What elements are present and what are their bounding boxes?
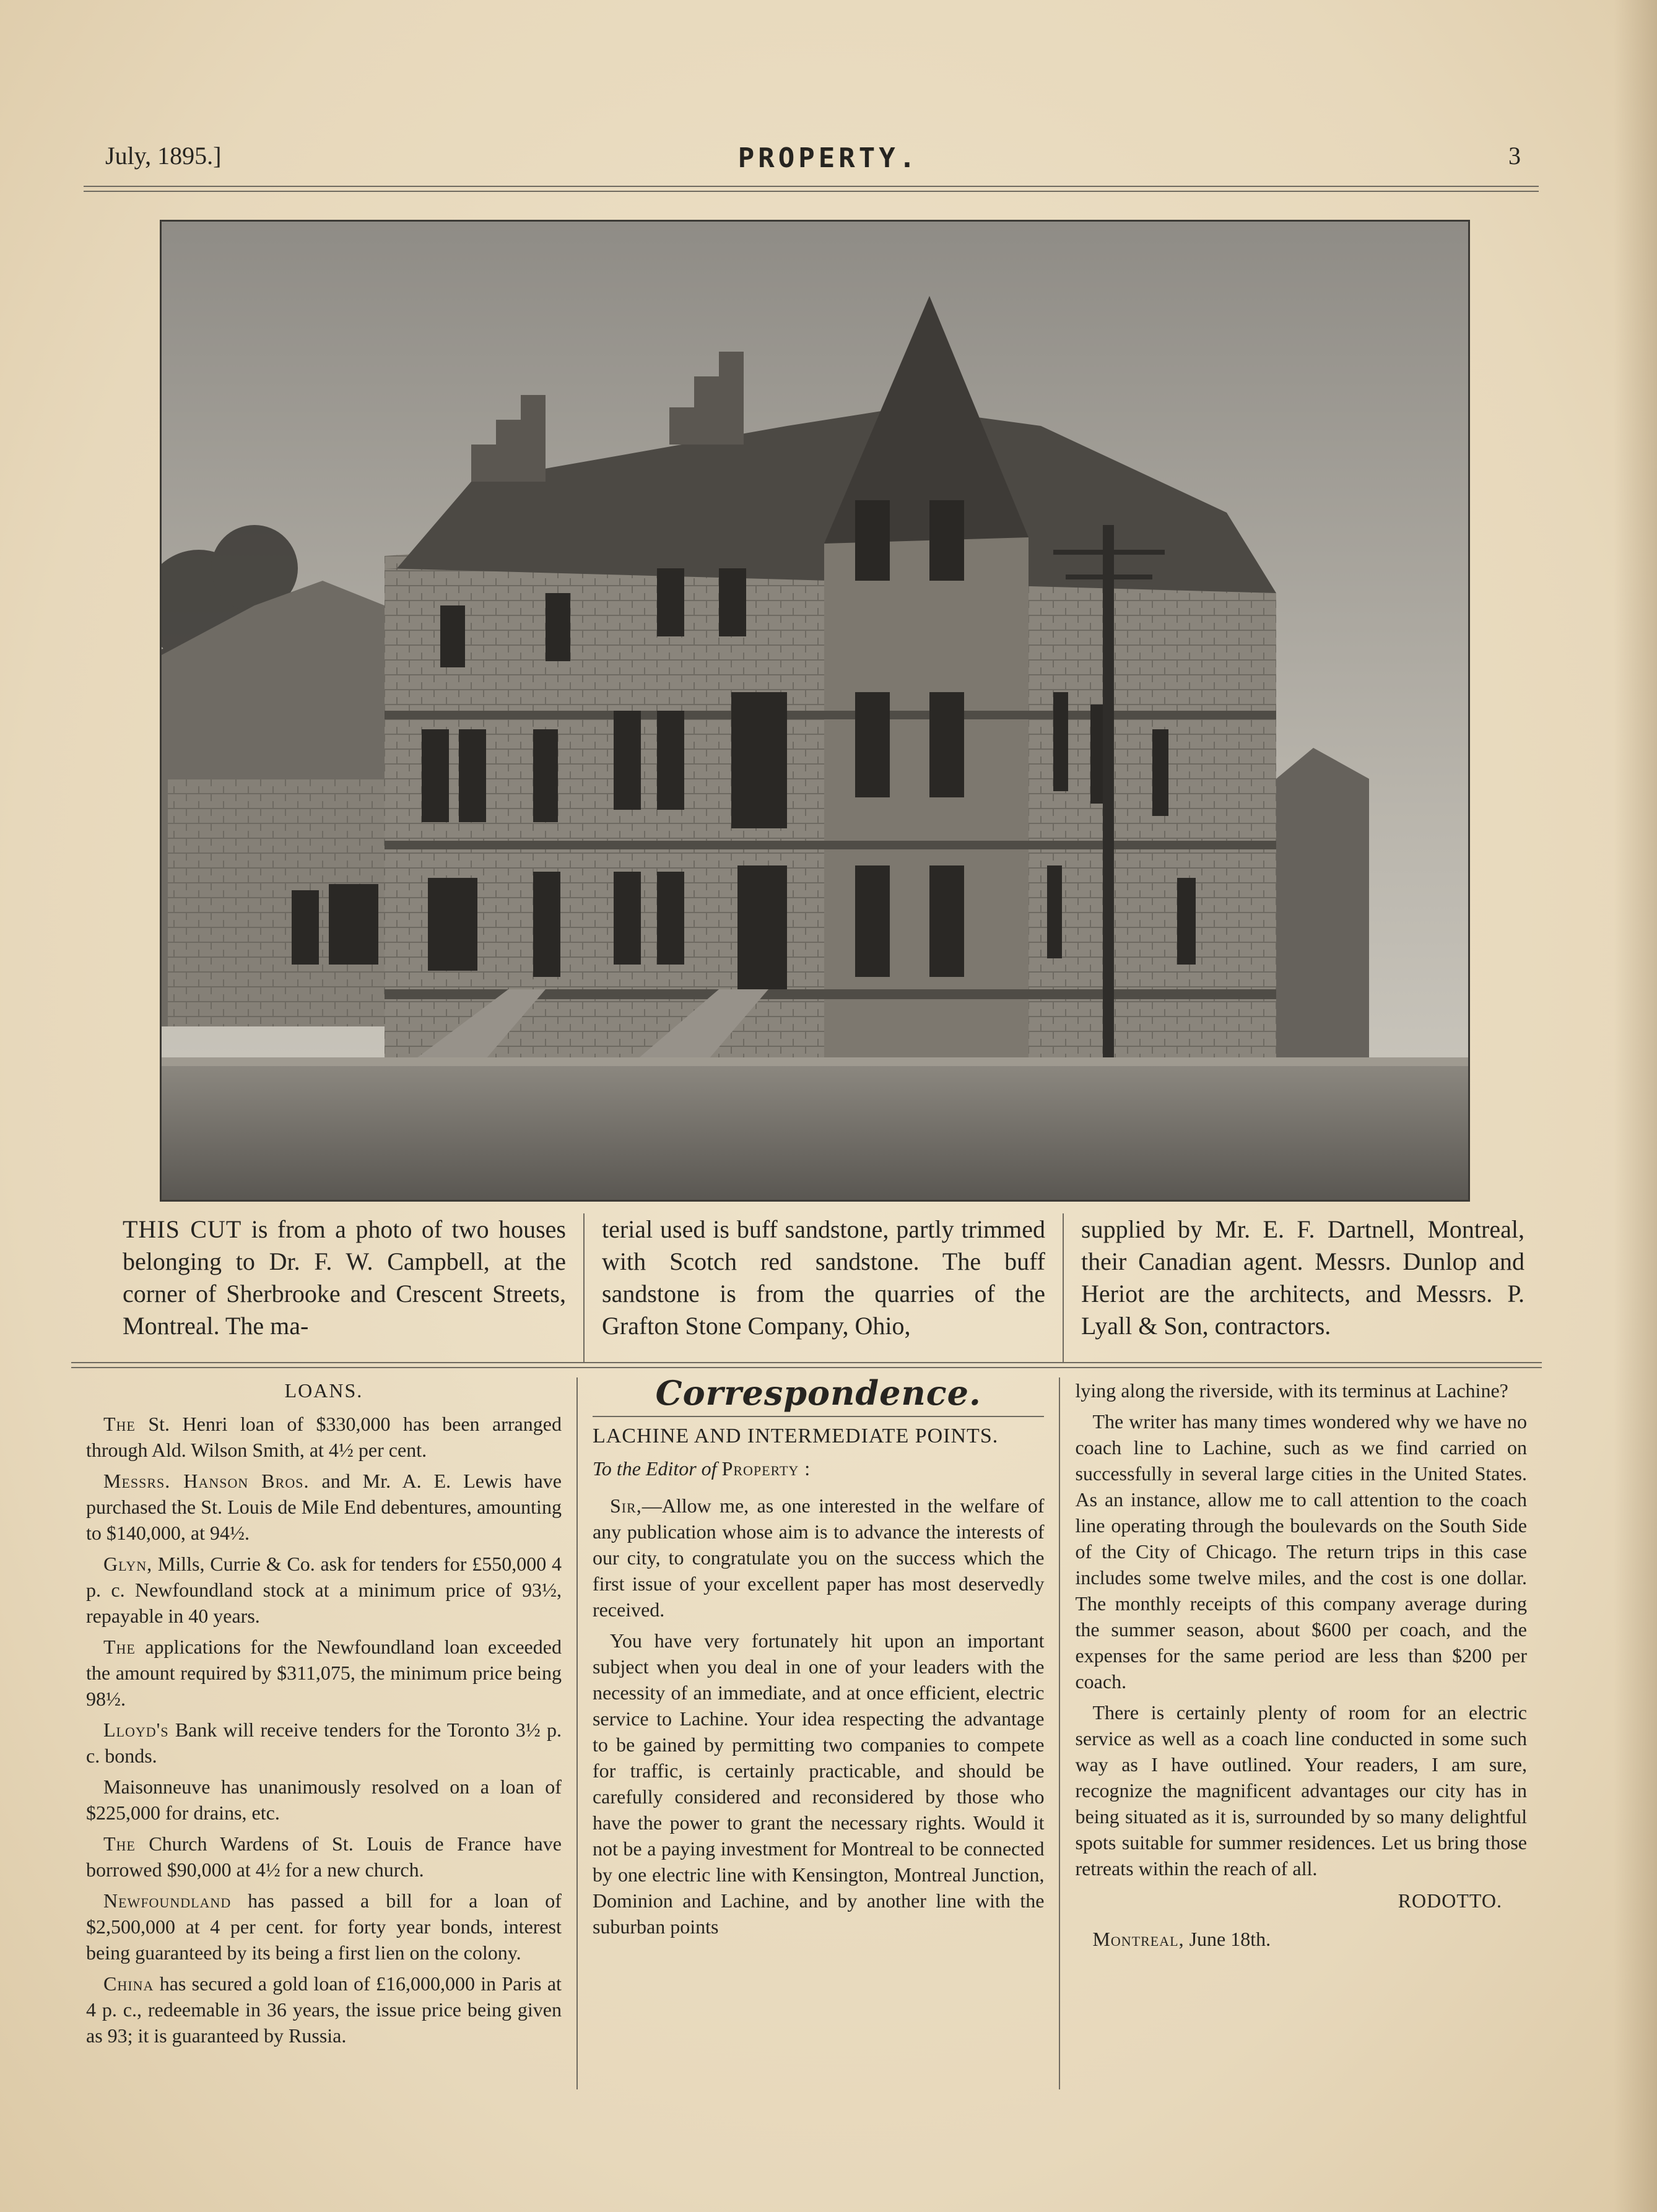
loan-item: Glyn, Mills, Currie & Co. ask for tenders for £550,000 4 p. c. Newfoundland stock at a minimum price of 93½, repayable in 40 years.	[86, 1553, 562, 1627]
title-rule	[593, 1416, 1045, 1417]
loan-item: Maisonneuve has unanimously resolved on a loan of $225,000 for drains, etc.	[86, 1776, 562, 1824]
letter-paragraph: lying along the riverside, with its terminus at Lachine?	[1075, 1379, 1508, 1402]
salutation: To the Editor of Property :	[592, 1457, 811, 1480]
caption-column-3	[1064, 1213, 1542, 1362]
issue-date: July, 1895.]	[105, 142, 222, 170]
letter-paragraph: You have very fortunately hit upon an important subject when you deal in one of your leaders with the necessity of an immediate, and at once efficient, electric service to Lachine. Your idea respecting the advantage to be gained by permitting two companies to compete for traffic, is certainly practicable, and should be carefully considered and reconsidered by those who have the power to grant the necessary rights. Would it not be a paying investment for Montreal to be connected by one electric line with Kensington, Montreal Junction, Dominion and Lachine, and by another line with the suburban points	[592, 1629, 1045, 1938]
loan-item: Newfoundland has passed a bill for a loan of $2,500,000 at 4 per cent. for forty year bonds, interest being guaranteed by its being a first lien on the colony.	[86, 1889, 562, 1964]
loan-item: The Church Wardens of St. Louis de France have borrowed $90,000 at 4½ for a new church.	[86, 1832, 562, 1881]
letter-paragraph: There is certainly plenty of room for an electric service as well as a coach line conducted in some such way as I have outlined. Your readers, I am sure, recognize the magnificent advantages our city has in being situated as it is, surrounded by so many delightful spots suitable for summer residences. Let us bring those retreats within the reach of all.	[1075, 1701, 1527, 1880]
building-photograph	[160, 220, 1470, 1202]
caption-column-1	[105, 1213, 583, 1362]
loan-item: Lloyd's Bank will receive tenders for the Toronto 3½ p. c. bonds.	[86, 1719, 562, 1767]
caption-rule	[71, 1362, 1542, 1368]
caption-text-3: supplied by Mr. E. F. Dartnell, Montreal, their Canadian agent. Messrs. Dunlop and Heriot are the architects, and Messrs. P. Lyall & Son, contractors.	[1081, 1215, 1524, 1340]
continuation-column	[1060, 1377, 1542, 2089]
loans-column	[71, 1377, 576, 2089]
loan-item: The applications for the Newfoundland loan exceeded the amount required by $311,075, the minimum price being 98½.	[86, 1636, 562, 1710]
body-columns	[71, 1373, 1542, 2089]
caption-column-2	[583, 1213, 1064, 1362]
letter-signature: RODOTTO.	[1398, 1889, 1502, 1912]
article-heading: LACHINE AND INTERMEDIATE POINTS.	[592, 1425, 999, 1447]
photo-caption	[105, 1213, 1542, 1362]
caption-lead: THIS CUT	[123, 1215, 242, 1243]
caption-text-1: is from a photo of two houses belonging to Dr. F. W. Campbell, at the corner of Sherbrooke and Crescent Streets, Montreal. The ma-	[123, 1215, 566, 1340]
loan-item: The St. Henri loan of $330,000 has been arranged through Ald. Wilson Smith, at 4½ per cent.	[86, 1413, 562, 1461]
loan-item: Messrs. Hanson Bros. and Mr. A. E. Lewis have purchased the St. Louis de Mile End debentures, amounting to $140,000, at 94½.	[86, 1470, 562, 1544]
caption-text-2: terial used is buff sandstone, partly trimmed with Scotch red sandstone. The buff sandstone is from the quarries of the Grafton Stone Company, Ohio,	[602, 1215, 1045, 1340]
publication-title: PROPERTY.	[737, 142, 920, 174]
letter-paragraph: Sir,—Allow me, as one interested in the welfare of any publication whose aim is to advance the interests of our city, to congratulate you on the success which the first issue of your excellent paper has most deservedly received.	[592, 1494, 1045, 1621]
letter-dateline: Montreal, June 18th.	[1092, 1928, 1271, 1950]
correspondence-title: Correspondence.	[655, 1373, 981, 1413]
loan-item: China has secured a gold loan of £16,000,000 in Paris at 4 p. c., redeemable in 36 years, the issue price being given as 93; it is guaranteed by Russia.	[86, 1972, 562, 2047]
loans-heading: LOANS.	[284, 1379, 363, 1402]
correspondence-column	[576, 1373, 1061, 2089]
page-edge-shadow	[1614, 0, 1657, 2212]
header-rule	[84, 186, 1539, 192]
letter-paragraph: The writer has many times wondered why we have no coach line to Lachine, such as we find carried on successfully in several large cities in the United States. As an instance, allow me to call attention to the coach line operating through the boulevards on the South Side of the City of Chicago. The return trips in this case includes some twelve miles, and the cost is one dollar. The monthly receipts of this company average during the summer season, about $600 per coach, and the expenses for the same period are less than $200 per coach.	[1075, 1410, 1527, 1693]
page-number: 3	[1508, 142, 1521, 170]
running-head	[0, 141, 1657, 178]
